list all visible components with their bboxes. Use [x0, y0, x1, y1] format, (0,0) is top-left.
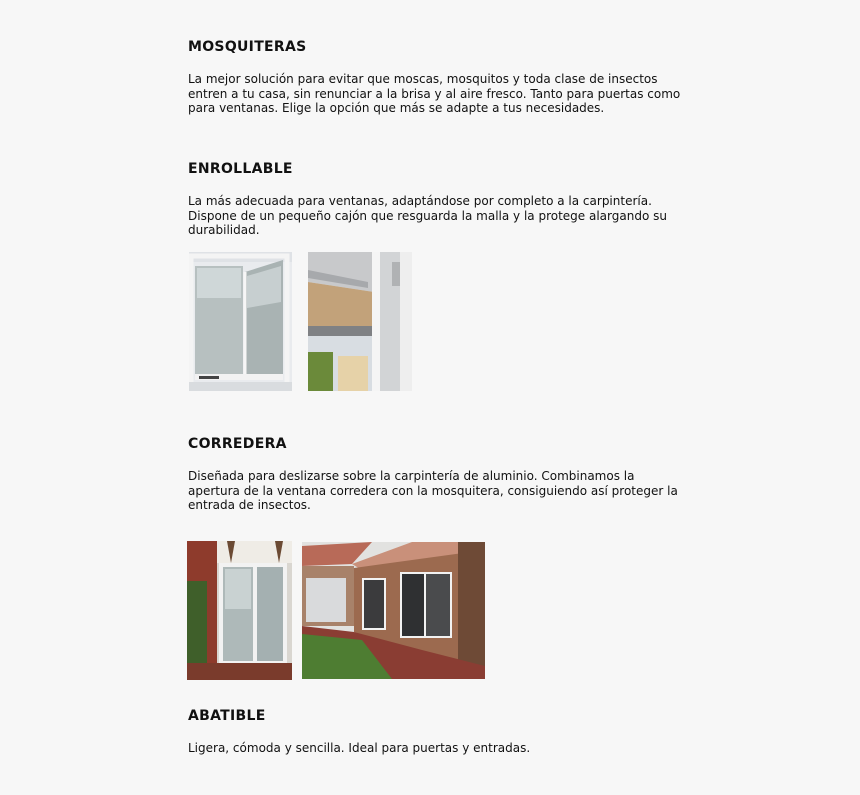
corredera-door-photo-1	[187, 541, 292, 680]
section-text-mosquiteras: La mejor solución para evitar que moscas, mosquitos y toda clase de insectos entren a tu casa, sin renunciar a la brisa y al aire fresco. Tanto para puertas como para ventanas. Elige la opción que más se adapte a tus necesidades.	[188, 72, 681, 115]
enrollable-window-photo-1	[189, 252, 292, 391]
section-text-abatible: Ligera, cómoda y sencilla. Ideal para puertas y entradas.	[188, 741, 531, 755]
corredera-patio-photo-2	[302, 542, 485, 679]
section-text-enrollable: La más adecuada para ventanas, adaptándose por completo a la carpintería. Dispone de un pequeño cajón que resguarda la malla y la protege alargando su durabilidad.	[188, 194, 667, 237]
enrollable-window-photo-2	[308, 252, 412, 391]
section-title-corredera: CORREDERA	[188, 436, 287, 452]
section-title-enrollable: ENROLLABLE	[188, 161, 293, 177]
section-title-mosquiteras: MOSQUITERAS	[188, 39, 307, 55]
section-title-abatible: ABATIBLE	[188, 708, 266, 724]
section-text-corredera: Diseñada para deslizarse sobre la carpintería de aluminio. Combinamos la apertura de la ventana corredera con la mosquitera, consiguiendo así proteger la entrada de insectos.	[188, 469, 678, 512]
